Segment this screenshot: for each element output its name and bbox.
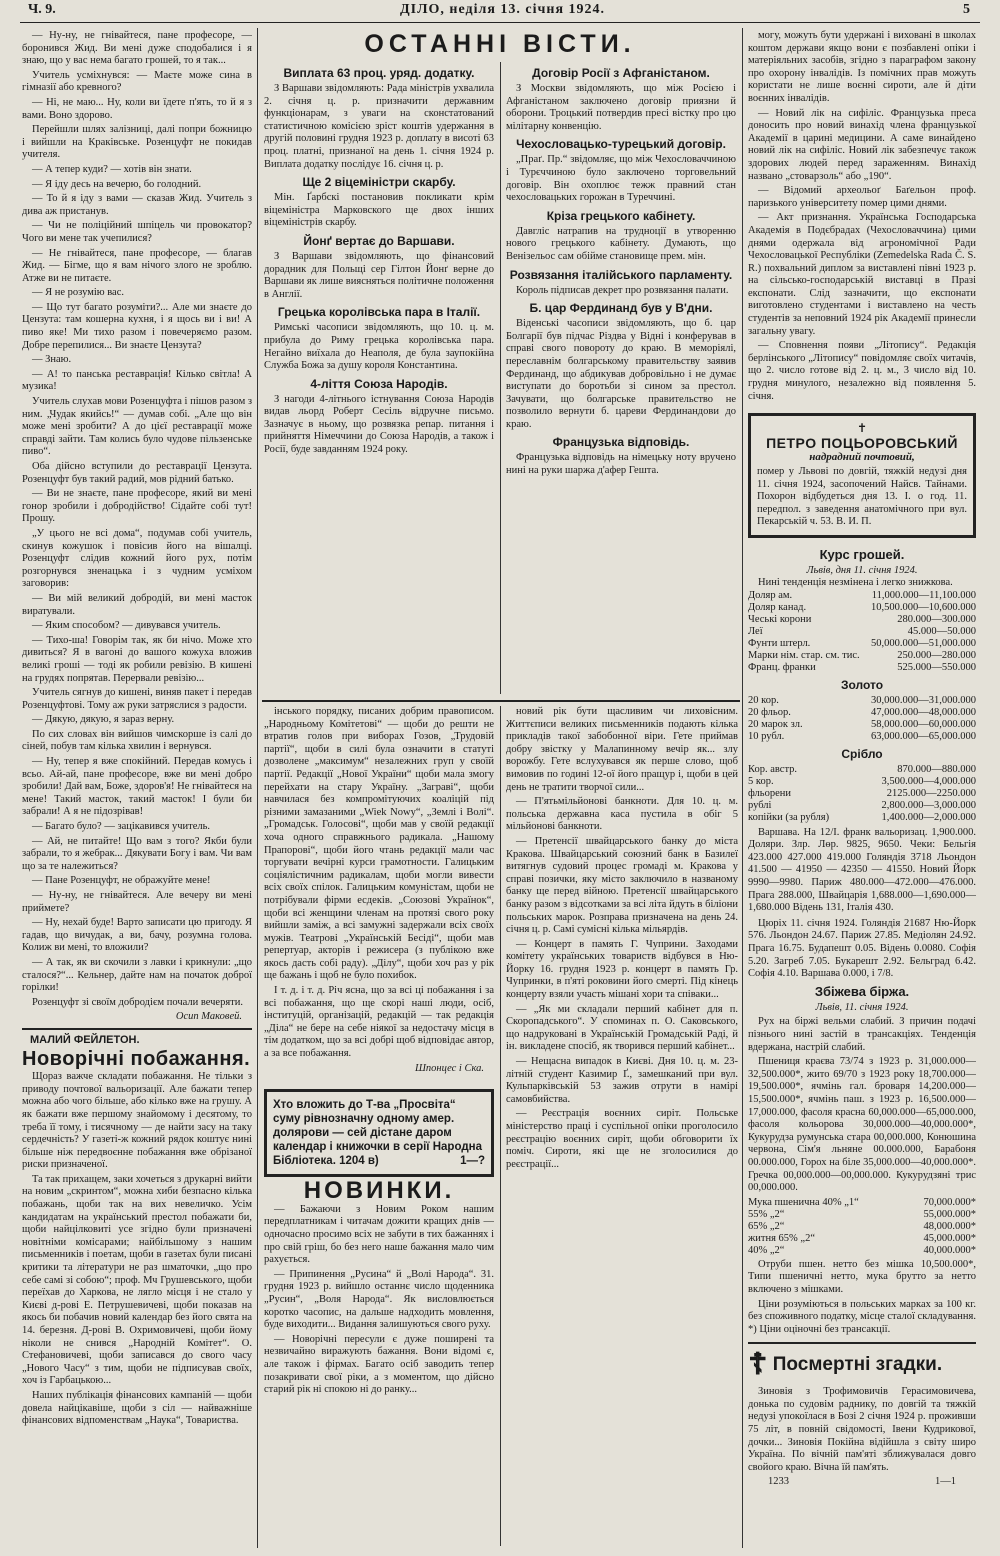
article-headline: Кріза грецького кабінету.	[546, 208, 696, 223]
story-paragraph: — Я іду десь на вечерю, бо голодний.	[32, 178, 202, 190]
row-value: 47,000.000—48,000.000	[871, 706, 976, 718]
divider	[748, 1342, 976, 1344]
news-paragraph: — Концерт в память Г. Чуприни. Заходами комітету українських товариств відбувся в Ню-Йорку 16. грудня 1923 р. концерт в память Гр. Чупринки, в п'яті роковини його смерті. Під кінець концерту взяли участь мішані хори та співаки...	[506, 938, 738, 1001]
row-label: 5 кор.	[748, 775, 774, 787]
story-paragraph: — Ну-ну, не гнівайтеся, пане професоре, — боронився Жид. Ви мені дуже сподобалися і я знаю, що у вас нема багато грошей, то я так...	[22, 30, 252, 67]
currency-row	[748, 590, 976, 602]
latest-news-right	[506, 62, 736, 694]
rates-title: Курс грошей.	[819, 546, 905, 562]
obituary-box	[748, 413, 976, 537]
story-paragraph: — Дякую, дякую, я зараз верну.	[32, 714, 175, 726]
story-paragraph: — То й я іду з вами — сказав Жид. Учитель з дива аж пристанув.	[22, 193, 252, 217]
news-paragraph: — Претенсії швайцарського банку до міста Кракова. Швайцарський союзний банк в Базилеї витягнув судовий процес громаді м. Кракова у справі позички, яку місто заключило в названому банку ще перед війною. Претенсії швайцарського банку разом з відсотками за всі літа йдуть в біліони польських марок. Розправа призначена на день 24. січня ц. р. Самі сумісні кілька мільярдів.	[506, 835, 738, 936]
latest-news-title: ОСТАННІ ВІСТИ.	[364, 30, 636, 58]
row-value: 11,000.000—11,100.000	[871, 589, 976, 601]
news-text	[264, 1204, 494, 1397]
row-label: Кор. австр.	[748, 763, 798, 775]
story-paragraph: Оба дійсно вступили до реставрації Цензута. Розенцуфт був такий радий, мов рідний батько.	[22, 461, 252, 485]
death-notice-number: 1233	[768, 1476, 789, 1488]
row-value: 2125.000—2250.000	[886, 787, 976, 799]
prosvita-ad	[264, 1089, 494, 1177]
cross-icon: ✝	[856, 421, 868, 436]
row-label: копійки (за рубля)	[748, 811, 830, 823]
story-paragraph: — Знаю.	[32, 354, 72, 366]
bran-text: Отруби пшен. нетто без мішка 10,500.000*, Типи пшеничні нетто, мука брутто за нетто включено з мішками.	[748, 1258, 976, 1295]
story-text	[22, 30, 252, 1009]
gold-row	[748, 695, 976, 707]
feuilleton-paragraph: Та так прихащем, заки хочеться з друкарні вийти на новим „скринтом“, можна хиби безпасно кілька побажань, щоби так на вих невеличко. Усім кандидатам на український престол побажати би, щоби найцілковиті усе згідно були призначені новітніми комісарами; найбільшому з нашим письменників і поетам, щоби в газетах були писані критики та літератури не раз шматочки, „що про себе самі зі собою“; проф. Мч Грушевського, щоби переїхав до Харкова, не лягло місця і не стало у Києві д-рові Е. Петрушевичеві, щоби показав на якось би побачив новий календар без його свята на 14. березня. Д-рові В. Охримовичеві, щоби йому ніколи не снився „Народній Комітет“. О. Стефановичеві, щоби записався до свого часу „Нового Часу“ з тим, щоби не підписував своїх, хоч із Гарбацькою...	[22, 1173, 252, 1387]
column-story	[22, 30, 252, 1540]
rates-intro: Нині тенденція незмінена і легко знижкова.	[758, 577, 953, 589]
row-label: Доляр ам.	[748, 589, 793, 601]
flour-row	[748, 1245, 976, 1257]
article-headline: Чехословацько-турецький договір.	[516, 137, 726, 152]
newspaper-title: ДІЛО, неділя 13. січня 1924.	[400, 2, 606, 17]
story-signature: Осип Маковей.	[175, 1011, 242, 1023]
row-label: 55% „2“	[748, 1208, 785, 1220]
article-body: Французька відповідь на німецьку ноту вручено нині на руки шаржа д'афер Гешта.	[506, 452, 736, 477]
exchange-note: Ціни розуміються в польських марках за 100 кг. без споживного податку, місце сталої складування. *) Ціни оціночні без трансакції.	[748, 1298, 976, 1335]
rates-date: Львів, дня 11. січня 1924.	[806, 564, 918, 576]
obituary-text: помер у Львові по довгій, тяжкій недузі дня 11. січня 1924, засопочений Найсв. Тайнами. Похорон відбудеться дня 13. І. о год. 11. передпол. з заведення анатомічного при вул. Пекарській ч. 53. В. И. П.	[757, 466, 967, 527]
row-value: 40,000.000*	[923, 1244, 976, 1256]
story-paragraph: — Ну, нехай буде! Варто записати цю пригоду. Я гадав, що вичудак, а ви, бачу, розумна голова. Колиж ви мені, то вложили?	[22, 917, 252, 954]
flour-row	[748, 1197, 976, 1209]
death-notice-footer	[748, 1476, 976, 1489]
story-paragraph: — Пане Розенцуфт, не ображуйте мене!	[32, 875, 211, 887]
row-label: 65% „2“	[748, 1220, 785, 1232]
news-paragraph: — Сповнення появи „Літопису“. Редакція берлінського „Літопису“ повідомляє своїх читачів, що 2. число готове від 2. ц. м., 3 число від 10. грудня минулого, незалежно від появлення 5. січня.	[748, 340, 976, 402]
row-value: 55,000.000*	[923, 1208, 976, 1220]
article-headline: Ще 2 віцеміністри скарбу.	[302, 175, 456, 190]
wishes-paragraph: І т. д. і т. д. Річ ясна, що за всі ці побажання і за всі побажання, що ще скорі наші люди, осіб, інституцій, організацій, редакцій — так редакція „Діла“ не бере на себе ніякої за недостачу місця в тім додатком, що за всі добрі щоб відповідає автор, а за все побажання.	[264, 985, 494, 1060]
story-paragraph: „У цього не всі дома“, подумав собі учитель, скинув кожушок і повісив його на вішалці. Розенцуфт слідив кожний його рух, потім розгорнувся зненацька і з чудним усміхом заговорив:	[22, 527, 252, 590]
lower-left-column	[264, 706, 494, 1546]
death-notice-suffix: 1—1	[935, 1476, 956, 1488]
row-value: 3,500.000—4,000.000	[881, 775, 976, 787]
row-value: 63,000.000—65,000.000	[871, 730, 976, 742]
row-value: 70,000.000*	[923, 1196, 976, 1208]
news-paragraph: — Бажаючи з Новим Роком нашим передплатникам і читачам дожити кращих днів — одночасно просимо всіх не забути в тих бажаннях і про свій гріш, бо без него наше бажання мало чим рахується.	[264, 1203, 494, 1266]
article-body: Король підписав декрет про розвязання палати.	[516, 284, 729, 296]
latest-news-left	[264, 62, 494, 694]
news-paragraph: новий рік бути щасливим чи лиховісним. Життєписи великих письменників подають кілька прикладів такої забобонної віри. Гете приймав добру звістку у Малапинному вечір як... злу ворожбу. Гете вслухувався як перше слово, щоб вимовив по годині 12-ої його пращур і, щоби в цей день не тратити творчої сили...	[506, 706, 738, 793]
row-value: 30,000.000—31,000.000	[871, 694, 976, 706]
right-top-news	[748, 30, 976, 403]
article-body: Мін. Ґарбскі постановив покликати крім віцеміністра Марковского ще двох інших віцеміністрів скарбу.	[264, 192, 494, 229]
article-body: З Варшави звідомляють: Рада міністрів ухвалила 2. січня ц. р. призначити державним функціонарам, з уваги на сконстатований статистичною комісією зріст коштів удержання в другій половині грудня 1923 р. доплату в висоті 63 проц. платні, признаної на день 1. січня 1924 р. Виплата додатку послідує 16. січня ц. р.	[264, 83, 494, 170]
news-title: НОВИНКИ.	[303, 1177, 455, 1205]
flour-row	[748, 1209, 976, 1221]
wishes-paragraph: інського порядку, писаних добрим правописом. „Народньому Комітетові“ — щоби до решти не втратив голов при виборах Гозов, „Трудовій партії“, щоби в силі була означити в статуті дозволене „максимум“ незалежних груп у своїй партії. Редакції „Нової України“ щоби мала змогу перейхати на стару Україну. „Заграві“, щоби навчилася без компромітуючих коаліцій під різними замазаними „Wiek Nowy“, „Землі і Волі“. „Громадськ. Голосові“, щоби мав у своїй редакції хоча одного справжнього радикала. „Нашому Прапорові“, щоби його чтань редакції мали час торгувати вечірні курси грамотности. Галицьким соціялістичним радикалам, щоби могли вивести всіх своїх спілок. Галицьким комуністам, щоби не потрібували фірми есдеків. „Союзові Українок“, щоби всі женщини членам на протязі свого року вийшли заміж, а всі замужні задержали всіх своїх мужів. Театрові „Українській Бесіді“, щоби мав репертуар, акторів і режисера (з публікою вже якось дасть собі раду). „Ділу“, щоби хоч раз у рік ще бажань і щоб не було похибок.	[264, 706, 494, 982]
news-paragraph: — Реєстрація воєнних сиріт. Польське міністерство праці і суспільної опіки проголосило реєстрацію воєнних сиріт, щоби обговорити їх поміч. Сироти, які ще не зголосилися до реєстрації...	[506, 1108, 738, 1170]
row-label: 20 кор.	[748, 694, 779, 706]
article-body: Давгліс натрапив на трудноції в утворенню нового грецького кабінету. Думають, що Венізельос сам обійме становище прем. мін.	[506, 225, 736, 262]
news-paragraph: — Новорічні пересули є дуже поширені та незвичайно виражують бажання. Вони відомі є, але також і фірмах. Багато осіб заводить тепер позакривати свої ріки, а з моментом, що дійсно старий рік ні спокою ні до ранку...	[264, 1333, 494, 1396]
column-rule-2	[500, 62, 501, 694]
row-label: фльорени	[748, 787, 791, 799]
story-paragraph: Перейшли шлях залізниці, далі попри божницю і вийшли на Краківське. Розенцуфт не покидав учителя.	[22, 124, 252, 161]
article-headline: 4-ліття Союза Народів.	[310, 376, 448, 391]
currency-row	[748, 614, 976, 626]
row-value: 525.000—550.000	[897, 661, 976, 673]
column-rule-3	[500, 706, 501, 1546]
silver-row	[748, 764, 976, 776]
row-label: рублі	[748, 799, 772, 811]
zurich-rates: Цюріх 11. січня 1924. Голяндія 21687 Ню-Йорк 576. Льондон 24.67. Париж 27.85. Медіолян 24.92. Прага 16.75. Будапешт 0.05. Відень 0.0080. Софія 5.20. Загреб 7.05. Букарешт 2.92. Бельград 6.42. Софія 4.10. Варшава 0.000, і 7/8.	[748, 917, 976, 980]
silver-table	[748, 764, 976, 824]
feuilleton-text	[22, 1071, 252, 1428]
silver-row	[748, 776, 976, 788]
news-paragraph: — Акт признання. Українська Господарська Академія в Подєбрадах (Чехословаччина) цими днями одержала від агрономічної Ради Чехословацької Республіки (Zemedelska Rada Č. S. R.) похвальний диплом за виставлені півні 1923 р. на сільсько-господарській виставці в Празі експонати. Слід зазначити, що експонати виготовлено студентами і виставлено на честь студентів за неповний 1924 рік Академії принесли загальну увагу.	[748, 212, 976, 337]
story-paragraph: Розенцуфт зі своїм добродієм почали вечеряти.	[32, 996, 243, 1008]
exchange-title: Збіжева біржа.	[814, 983, 910, 999]
row-label: 20 фльор.	[748, 706, 791, 718]
row-value: 2,800.000—3,000.000	[881, 799, 976, 811]
feuilleton-label: МАЛИЙ ФЕЙЛЕТОН.	[30, 1033, 140, 1046]
prosvita-ad-number: 1—?	[460, 1155, 485, 1168]
story-paragraph: — Яким способом? — дивувався учитель.	[32, 620, 221, 632]
story-paragraph: — А так, як ви скочили з лавки і крикнули: „що сталося?“... Кельнер, дайте нам на початок доброї горілки!	[22, 956, 252, 994]
row-value: 280.000—300.000	[897, 613, 976, 625]
silver-row	[748, 812, 976, 824]
story-paragraph: — Ні, не маю... Ну, коли ви їдете п'ять, то й я з вами. Воно здорово.	[22, 96, 252, 121]
row-value: 250.000—280.000	[897, 649, 976, 661]
silver-row	[748, 788, 976, 800]
story-paragraph: — Що тут багато розуміти?... Але ми знаєте до Цензута: там кошерна кухня, і я щось ви і ви! А пиво яке! Ми тихо разом і повечеряємо разом. Добре перепилися... Ви знаєте Цензута?	[22, 301, 252, 351]
article-body: Римські часописи звідомляють, що 10. ц. м. прибула до Риму грецька королівська пара. Негайно виїхала до Неаполя, де була заупокійна Служба Божа за душу короля Константина.	[264, 322, 494, 372]
row-label: 10 рубл.	[748, 730, 785, 742]
story-paragraph: — Ну-ну, не гнівайтеся. Але вечеру ви мені приймете?	[22, 890, 252, 914]
divider	[262, 700, 740, 702]
currency-table	[748, 590, 976, 674]
row-label: Доляр канад.	[748, 601, 807, 613]
divider	[22, 1028, 252, 1030]
row-value: 870.000—880.000	[897, 763, 976, 775]
page-header	[20, 0, 980, 20]
article-body: З Варшави звідомляють, що фінансовий дорадник для Польщі сер Гілтон Йонґ верне до Варшави як лише виясняться політичне положення в Англії.	[264, 250, 494, 300]
article-body: Віденські часописи звідомляють, що б. цар Болгарії був підчас Різдва у Відні і конферував в справі свого повороту до краю. В меморіялі, переславнім болгарському правительству заявив Фердинанд, що абдикував добровільно і не думає виступати до боротьби зі сином за престол. Зачувати, що болгарське правительство не позволило вернути б. цареви Фердинандови до краю.	[506, 318, 736, 430]
row-value: 48,000.000*	[923, 1220, 976, 1232]
death-notices-heading	[748, 1350, 976, 1380]
row-label: Марки нім. стар. см. тис.	[748, 649, 860, 661]
issue-number: Ч. 9.	[28, 2, 56, 17]
news-paragraph: — Припинення „Русина“ й „Волі Народа“. 31. грудня 1923 р. вийшло останнє число щоденника „Русин“, „Воля Народа“. Як висловлюється коротко часопис, на дальше надходить мовлення, буде виходити... Видання залишуються свого руху.	[264, 1268, 494, 1331]
news-paragraph: — П'ятьмільйонові банкноти. Для 10. ц. м. польська державна каса пустила в обіг 5 мільйонові банкноти.	[506, 796, 738, 833]
story-paragraph: — Я не розумію вас.	[32, 287, 124, 299]
death-notice-text: Зиновія з Трофимовичів Герасимовичева, донька по судовім раднику, по довгій та тяжкій недузі упокоїлася в Бозі 2 січня 1924 р. проживши 75 літ, в повній свідомості, Івени Кудрикової, дочки... Зиновія Покійна відійшла з світу широ Україна. По вічній пам'яті зближувалася довго свойого краю. Вічна їй пам'ять.	[748, 1386, 976, 1473]
row-label: Леї	[748, 625, 763, 637]
news-paragraph: — Новий лік на сифіліс. Французька преса доносить про новий винахід члена французької Академії в царині медицини. А саме винайдено новий лік на сифіліс. Новий лік забезпечує також здорових людей перед зараженням. Винахід названо „стоварзоль“ або „190“.	[748, 107, 976, 182]
row-value: 45,000.000*	[923, 1232, 976, 1244]
story-paragraph: — Багато було? — зацікавився учитель.	[32, 821, 211, 833]
column-rule-4	[742, 28, 743, 1548]
wishes-signature: Шпонцес і Ска.	[414, 1062, 484, 1074]
silver-row	[748, 800, 976, 812]
story-paragraph: Учитель слухав мови Розенцуфта і пішов разом з ним. „Чудак якийсь!“ — думав собі. „Але що він може мені зробити? А до цієї реставрації може справді зайти. Там колись було чудове пільзенське пиво“.	[22, 396, 252, 458]
row-value: 45.000—50.000	[907, 625, 976, 637]
currency-row	[748, 626, 976, 638]
gold-title: Золото	[840, 677, 884, 692]
article-body: „Праґ. Пр.“ звідомляє, що між Чехословаччиною і Турєччиною було заключено торговельний договір. Він охоплює тежж правний стан чехословацьких горожан в Туреччині.	[506, 154, 736, 204]
obituary-role: надрадний почтовий,	[809, 451, 915, 464]
row-label: Чеські корони	[748, 613, 812, 625]
cross-icon: ☦	[748, 1348, 768, 1382]
gold-table	[748, 695, 976, 743]
news-paragraph: — Відомий археольоґ Баґельон проф. паризького університету помер цими днями.	[748, 185, 976, 209]
gold-row	[748, 719, 976, 731]
death-notices-title: Посмертні згадки.	[772, 1354, 943, 1376]
flour-table	[748, 1197, 976, 1257]
story-paragraph: — Ви не знаєте, пане професоре, який ви мені гонор зробили і добродійство! Сідайте собі тут! Прошу.	[22, 488, 252, 525]
row-label: Мука пшенична 40% „1“	[748, 1196, 859, 1208]
exchange-text: Рух на біржі вельми слабий. З причин подачі пізнього нині застій в трансакціях. Тенденція вдержана, настрій слабий.	[748, 1016, 976, 1053]
row-label: житня 65% „2“	[748, 1232, 815, 1244]
story-paragraph: — Чи не поліційний шпіцель чи провокатор? Чого ви мене так учепилися?	[22, 220, 252, 244]
row-label: Франц. франки	[748, 661, 816, 673]
story-paragraph: Учитель сягнув до кишені, виняв пакет і передав Розенцуфтові. Тому аж руки затряслися з радости.	[22, 687, 252, 711]
column-right	[748, 30, 976, 1545]
gold-row	[748, 731, 976, 743]
header-rule	[20, 22, 980, 23]
article-headline: Розвязання італійського парламенту.	[509, 267, 733, 282]
row-label: 40% „2“	[748, 1244, 785, 1256]
prosvita-ad-text: Хто вложить до Т-ва „Просвіта“ суму рівнозначну одному амер. долярови — сей дістане даром календар і книжочки в серії Народна Бібліотека. 1204 в)	[273, 1099, 482, 1168]
row-value: 58,000.000—60,000.000	[871, 718, 976, 730]
row-label: 20 марок зл.	[748, 718, 803, 730]
gold-row	[748, 707, 976, 719]
story-paragraph: — Не гнівайтеся, пане професоре, — благав Жид. — Бігме, що я вам нічого злого не зроблю. Атже ви не питаєте.	[22, 247, 252, 284]
article-headline: Виплата 63 проц. уряд. додатку.	[283, 66, 475, 80]
row-value: 1,400.000—2,000.000	[881, 811, 976, 823]
wishes-continuation	[264, 706, 494, 1075]
exchange-items: Пшениця краєва 73/74 з 1923 р. 31,000.000—32,500.000*, жито 69/70 з 1923 року 18,700.000—19,500.000*, ячмінь гал. броваря 14,200.000—15,500.000*, ячмінь паш. з 1923 р. 16,500.000—17,000.000, фасоля красна 60,000.000—65,000.000, фасоля кольорова 30,000.000—40,000.000*, Кукурудза румунська стара 00,000.000, Конюшина червона, Сім'я льняне 00.000.000, Барабоня 00.000.000, Горох на біле 35,000.000—40,000.000*. Гречка 00,000.000—00,000.000. Кукурудзяні трис 00,000.000.	[748, 1056, 976, 1194]
feuilleton-paragraph: Щораз важче складати побажання. Не тільки з приводу почтової вальоризації. Але бажати тепер можна або чого більше, або кілько вже на грушу. А як бажати вже першому знайомому і десятому, то треба її тому, і тисячному — де найти засу на таку сердечність? У газеті-ж кожний рядок коштує нині більше ніж передвоєнне побажання вже обрізаної риски призначеної.	[22, 1071, 252, 1171]
exchange-date: Львів, 11. січня 1924.	[815, 1001, 909, 1013]
column-rule-1	[257, 28, 258, 1548]
article-body: З Москви звідомляють, що між Росією і Афганістаном заключено договір приязни й оборони. Троцький потвердив пресі вістку про цю мілітарну конвенцію.	[506, 83, 736, 132]
row-value: 50,000.000—51,000.000	[871, 637, 976, 649]
story-paragraph: — Ну, тепер я вже спокійний. Передав комусь і всьо. Ай-ай, пане професоре, вже ви мені добро зробили! Дай вам, Боже, здоров'я! Не гнівайтеся на мене! Такий масток, такий масток! І були би забрали! А я не підозрівав!	[22, 756, 252, 818]
page-number: 5	[963, 2, 970, 17]
flour-row	[748, 1221, 976, 1233]
story-paragraph: — Ви мій великий добродій, ви мені масток виратували.	[22, 592, 252, 617]
warsaw-rates: Варшава. На 12/І. франк вальоризац. 1,900.000. Доляри. Злр. Лөр. 9825, 9650. Чеки: Бельгія 423.000 427.000 419.000 Голяндія 3718 Льондон 41.500 — 41950 — 42350 — 41550. Новий Йорк 9990—9980. Париж 480.000—472.000—476.000. Прага 288.000, Швайцарія 1,688.000—1,690.000—1,680.000 Відень 131, Італія 430.	[748, 826, 976, 914]
lower-right-column	[506, 706, 738, 1546]
row-label: Фунти штерл.	[748, 637, 811, 649]
article-headline: Грецька королівська пара в Італії.	[277, 305, 481, 320]
article-headline: Договір Росії з Афганістаном.	[532, 66, 710, 80]
news-paragraph: — „Як ми складали перший кабінет для п. Скоропадського“. У споминах п. О. Саковського, що надруковані в Українській Громадській Раді, й ін. викладене спосіб, як творився перший кабінет...	[506, 1003, 738, 1053]
flour-row	[748, 1233, 976, 1245]
currency-row	[748, 650, 976, 662]
currency-row	[748, 638, 976, 650]
story-paragraph: По сих словах він вийшов чимскорше із салі до сіней, побув там кілька хвилин і вернувся.	[22, 728, 252, 753]
row-value: 10,500.000—10,600.000	[871, 601, 976, 613]
currency-row	[748, 662, 976, 674]
story-paragraph: — Ай, не питайте! Що вам з того? Якби були забрали, то я жебрак... Дякувати Богу і вам. Чи вам що за те належиться?	[22, 835, 252, 872]
feuilleton-title: Новорічні побажання.	[22, 1047, 251, 1070]
article-headline: Йонґ вертає до Варшави.	[303, 233, 455, 248]
news-paragraph: — Нещасна випадок в Києві. Дня 10. ц. м. 23-літній студент Казимир Ґ., замешканий при вул. Кульпарківській 53 зажив отрути в намірі самовбийства.	[506, 1056, 738, 1105]
news-paragraph: могу, можуть бути удержані і виховані в школах коштом держави якщо вони є позбавлені опіки і матеріяльних засобів, згідно з параграфом закону про охорону інвалідів. Із помічних прав можуть користати не лише воєнні сироти, але й діти воєнних інвалідів.	[748, 30, 976, 104]
story-paragraph: — Тихо-ша! Говорім так, як би нічо. Може хто дивиться? Я в вагоні до вашого кожуха вложив великі гроші — тоді як робили ревізію. В кишені на грудях попрятав. Перервали ревізію...	[22, 634, 252, 684]
story-paragraph: — А тепер куди? — хотів він знати.	[32, 163, 192, 175]
feuilleton-paragraph: Наших публікація фінансових кампаній — щоби довела найцікавіше, щоби з сіл — найважніше фінансових відпоменствам „Наука“, Товариства.	[22, 1389, 252, 1427]
silver-title: Срібло	[841, 746, 883, 761]
article-headline: Б. цар Фердинанд був у В'дни.	[529, 301, 713, 316]
story-paragraph: Учитель усміхнувся: — Маєте може сина в гімназії або кревного?	[22, 69, 252, 94]
currency-row	[748, 602, 976, 614]
article-headline: Французька відповідь.	[552, 435, 690, 450]
story-paragraph: — А! то панська реставрація! Кілько світла! А музика!	[22, 368, 252, 393]
article-body: З нагоди 4-літнього істнування Союза Народів видав льорд Роберт Сесіль відручне письмо. Зазначує в ньому, що розвязка репар. питання і прийняття Німеччини до Союза Народів, а також і Росії, буде завданням 1924 року.	[264, 393, 494, 456]
obituary-name: ПЕТРО ПОЦЬОРОВСЬКИЙ	[766, 434, 958, 451]
